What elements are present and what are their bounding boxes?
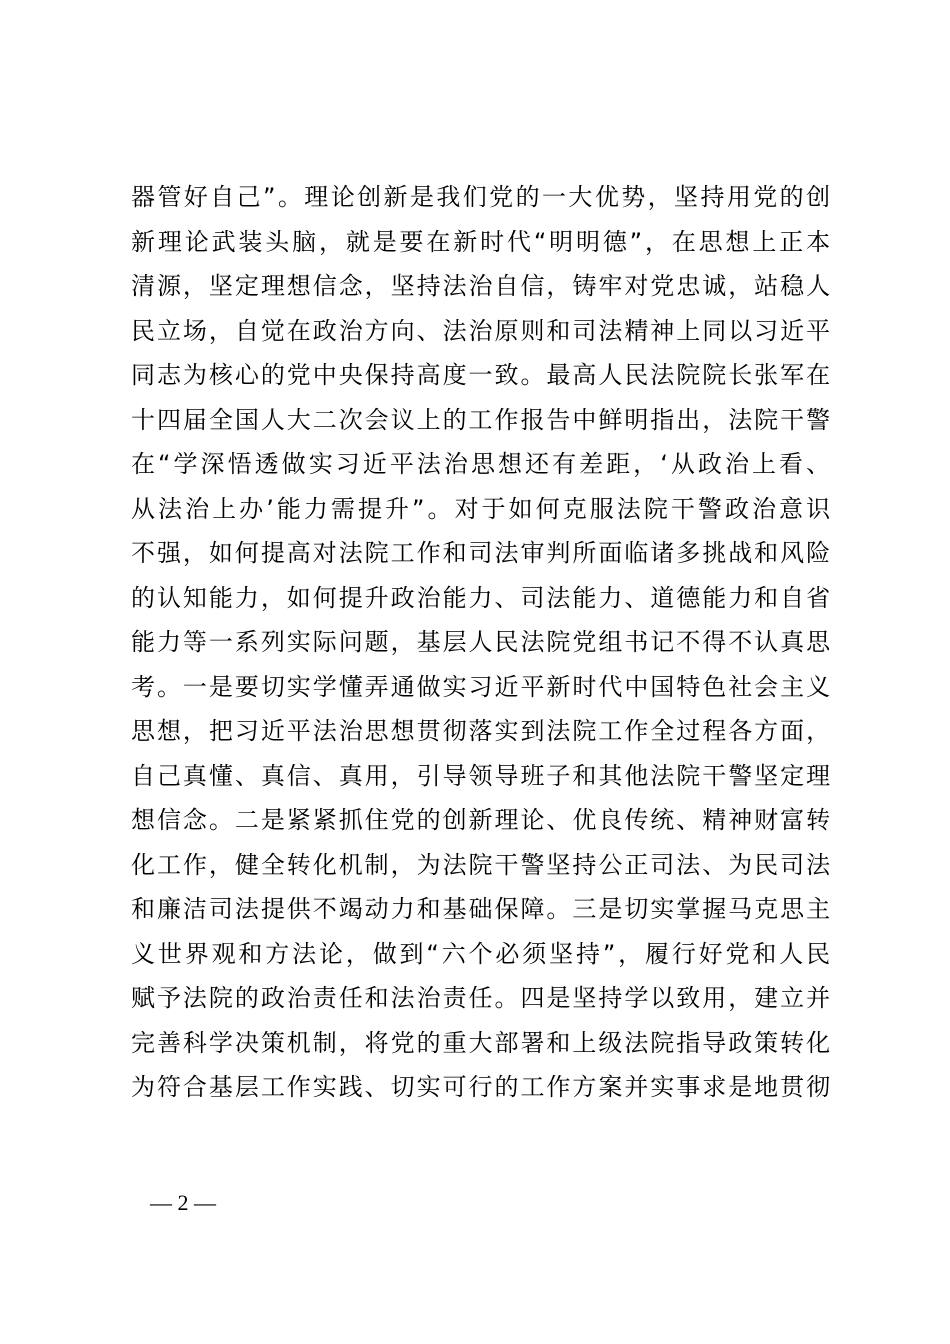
text-line: 完善科学决策机制，将党的重大部署和上级法院指导政策转化: [131, 1028, 831, 1057]
text-line: 能力等一系列实际问题，基层人民法院党组书记不得不认真思: [131, 628, 831, 656]
text-line: 赋予法院的政治责任和法治责任。四是坚持学以致用，建立并: [131, 984, 831, 1012]
text-line: 从法治上办’能力需提升”。对于如何克服法院干警政治意识: [131, 494, 831, 523]
page-number: — 2 —: [150, 1190, 216, 1215]
text-line: 清源，坚定理想信念，坚持法治自信，铸牢对党忠诚，站稳人: [131, 272, 831, 300]
body-text: [131, 175, 831, 1110]
text-line: 想信念。二是紧紧抓住党的创新理论、优良传统、精神财富转: [131, 806, 831, 834]
text-line: 自己真懂、真信、真用，引导领导班子和其他法院干警坚定理: [131, 761, 831, 790]
text-line: 义世界观和方法论，做到“六个必须坚持”，履行好党和人民: [131, 939, 831, 968]
text-line: 为符合基层工作实践、切实可行的工作方案并实事求是地贯彻: [131, 1073, 831, 1101]
text-line: 新理论武装头脑，就是要在新时代“明明德”，在思想上正本: [131, 227, 831, 256]
text-line: 十四届全国人大二次会议上的工作报告中鲜明指出，法院干警: [131, 405, 831, 434]
text-line: 不强，如何提高对法院工作和司法审判所面临诸多挑战和风险: [131, 539, 831, 567]
text-line: 器管好自己”。理论创新是我们党的一大优势，坚持用党的创: [131, 183, 831, 211]
text-line: 同志为核心的党中央保持高度一致。最高人民法院院长张军在: [131, 361, 831, 389]
text-line: 思想，把习近平法治思想贯彻落实到法院工作全过程各方面，: [131, 717, 831, 745]
text-line: 民立场，自觉在政治方向、法治原则和司法精神上同以习近平: [131, 316, 831, 345]
text-line: 化工作，健全转化机制，为法院干警坚持公正司法、为民司法: [131, 850, 831, 879]
text-line: 考。一是要切实学懂弄通做实习近平新时代中国特色社会主义: [131, 672, 831, 701]
text-line: 的认知能力，如何提升政治能力、司法能力、道德能力和自省: [131, 583, 831, 612]
text-line: 和廉洁司法提供不竭动力和基础保障。三是切实掌握马克思主: [131, 895, 831, 923]
text-line: 在“学深悟透做实习近平法治思想还有差距，‘从政治上看、: [131, 450, 831, 478]
